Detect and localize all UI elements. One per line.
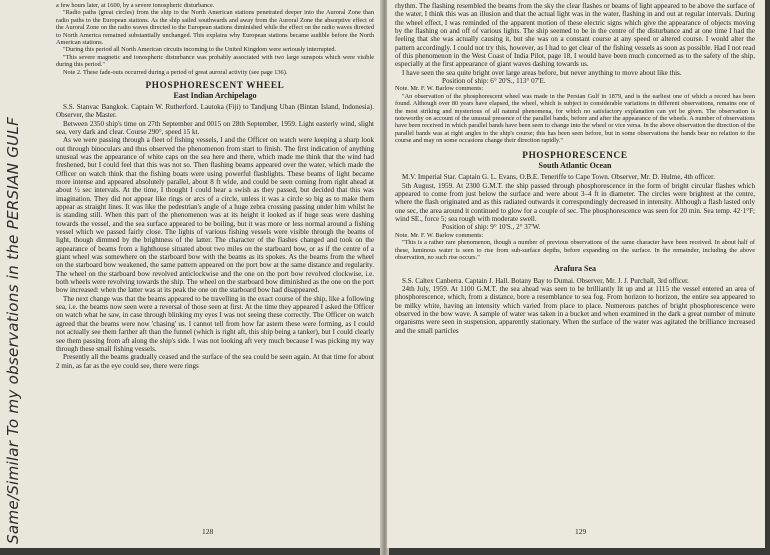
page-number: 128 <box>202 527 214 536</box>
section-subtitle: Arafura Sea <box>554 264 596 274</box>
body-paragraph: Presently all the beams gradually ceased and the surface of the sea could be seen again. At that time for about 2 min, as far as the eye could see, there were rings <box>56 353 374 370</box>
body-paragraph: 5th August, 1959. At 2300 G.M.T. the ship passed through phosphorescence in the form of bright circular flashes which appeared to come from just below the surface and were about 3–4 ft in diameter. The circles were brightest at the centre, where the flash originated and as this radiated outwards it correspondingly decreased in intensity. Although a flash lasted only one sec, the area around it continued to glow for a couple of sec. The phosphorescence was seen for 20 min. Sea temp. 42·1°F; wind SE., force 5; sea rough with moderate swell. <box>395 181 755 224</box>
editor-note <box>395 232 755 262</box>
page-number: 129 <box>575 527 587 536</box>
section-subtitle: East Indian Archipelago <box>173 91 257 101</box>
ship-position: Position of ship: 6° 20'S., 113° 07'E. <box>442 77 546 86</box>
body-paragraph: Between 2350 ship's time on 27th September and 0015 on 28th September, 1959. Light easterly wind, slight sea, very dark and clear. Course 290°, speed 15 kt. <box>56 119 374 136</box>
body-paragraph: 24th July, 1959. At 1100 G.M.T. the sea ahead was seen to be brilliantly lit up and at 1115 the vessel entered an area of phosphorescence, which, from a distance, bore a resemblance to sea fog. From horizon to horizon, the entire sea appeared to be milky white, having an intensity which varied from place to place. Numerous patches of bright phosphorescence were observed in the bow wave. A sample of water was taken in a bucket and when examined in the dark a great number of minute organisms were seen in suspension, apparently stationary. When the surface of the water was agitated the brilliance increased and the small particles <box>395 285 755 335</box>
right-page <box>387 0 765 548</box>
left-page <box>0 0 383 548</box>
body-paragraph: S.S. Caltex Canberra. Captain J. Hall. Botany Bay to Dumai. Observer, Mr. J. J. Purchall, 3rd officer. <box>402 276 689 285</box>
note-body: "This is a rather rare phenomenon, though a number of previous observations of the same character have been received. In about half of these, luminous water is seen to rise from sub-surface depths, before expanding on the surface. In the remainder, including the above observation, no such rise occurs." <box>395 239 755 261</box>
editor-note <box>395 85 755 144</box>
left-top-text <box>56 2 374 370</box>
body-paragraph: rhythm. The flashing resembled the beams from the sky the clear flashes or beams of light appeared to be above the surface of the water, I think this was an illusion and that the actual light was in the water, flashing in and out at regular intervals. During the wheel effect, I was reminded of the apparent motion of these electric signs which give the appearance of objects moving by the flashing on and off of various lights. The ship seemed to be in the centre of the disturbance and at one time I had the feeling that she was actually causing it, but she was on a constant course at any speed or altered course. I would alter the pattern accordingly. I could not try this, however, as I had to get clear of the fishing vessels as soon as possible. Had I not read of this phenomenon in the West Coast of India Pilot, page 18, I would have been much concerned as to the safety of the ship, especially at the first appearance of giant waves dashing towards us. <box>395 2 755 69</box>
right-column <box>395 2 755 335</box>
body-paragraph: As we were passing through a fleet of fishing vessels, I and the Officer on watch were keeping a sharp look out through binoculars and thus observed the phenomenon from start to finish. The first indication of anything unusual was the appearance of white caps on the sea here and there, which made me think that the wind had freshened, but I could feel that this was not so. Then flashing beams appeared over the water, which made the Officer on watch think that the fishing boats were using powerful flashlights. These beams of light became more intense and appeared absolutely parallel, about 8 ft wide, and could be seen coming from right ahead at about ½ sec intervals. At the time, I thought I could hear a swish as they passed, but decided that this was imagination. They did not appear like rings or arcs of a circle, unless it was a circle so big as to make them appear as straight lines. It was like the pedestrian's angle of a huge zebra crossing passing under him whilst he is standing still. When this part of the phenomenon was at its height it looked as if huge seas were dashing towards the vessel, and the sea surface appeared to be boiling, but it was more or less normal around a fishing vessel which we passed fairly close. The lights of various fishing vessels were visible through the beams of light, though dimmed by the brightness of the latter. The character of the flashes changed and took on the appearance of beams from a lighthouse situated about two miles on the starboard bow, or as if the centre of a giant wheel was somewhere on the starboard bow with the beams as its spokes. As the beams from the wheel on the starboard bow weakened, the same pattern appeared on the port bow at the same distance and regularity. The wheel on the starboard bow revolved anticlockwise and the one on the port bow revolved clockwise, i.e. both wheels were revolving towards the ship. The wheel on the starboard bow diminished as the one on the port bow increased: when the latter was at its peak the one on the starboard bow had disappeared. <box>56 136 374 295</box>
note-intro: Note. Mr. F. W. Barlow comments: <box>395 231 484 239</box>
quote-paragraph: "During this period all North American circuits incoming to the United Kingdom were seriously interrupted. <box>63 46 337 54</box>
note-intro: Note. Mr. F. W. Barlow comments: <box>395 85 484 93</box>
section-subtitle: South Atlantic Ocean <box>538 161 612 171</box>
section-title: PHOSPHORESCENCE <box>522 149 628 160</box>
note-body: "An observation of the phosphorescent wheel was made in the Persian Gulf in 1879, and is the earliest one of which a record has been found. Although over 80 years have elapsed, the wheel, which is subject to considerable variations in different observations, remains one of the most striking and mysterious of all natural phenomena, for which no satisfactory explanation can yet be given. The observation is noteworthy on account of the unusual presence of the parallel bands, before and after the appearance of the wheels. A number of observations have been received in which parallel bands have been seen to change into the wheel or vice versa. In the above observation the direction of the parallel bands was at right angles to the ship's course; this has been seen before, but in some observations the bands bear no relation to the course and may on some occasions change their direction rapidly." <box>395 92 755 145</box>
section-title: PHOSPHORESCENT WHEEL <box>145 80 285 91</box>
text-line: a few hours later, at 1600, by a severe ionospheric disturbance. <box>56 2 215 9</box>
handwritten-margin-note: Same/Similar To my observations in the PERSIAN GULF <box>4 116 22 544</box>
note-paragraph: Note 2. These fade-outs occurred during a period of great auroral activity (see page 136). <box>63 68 288 76</box>
quote-paragraph: "This severe magnetic and ionospheric disturbance was probably associated with two large sunspots which were visible during this period." <box>56 53 374 69</box>
body-paragraph: The next change was that the beams appeared to be travelling in the exact course of the ship, like a following sea, i.e. the beams now seen were a reversal of those seen at first. At the time they appeared I asked the Officer on watch what he saw, in case through blinking my eyes I was not seeing these correctly. The Officer on watch agreed that the beams were now 'chasing' us. I cannot tell from how far astern these were forming, as I could not actually see them farther aft than the funnel (which is right aft, this ship being a tanker), but I could clearly see them passing from aft along the ship's side. I was not looking aft very much because I was picking my way through these small fishing vessels. <box>56 294 374 353</box>
body-paragraph: S.S. Stanvac Bangkok. Captain W. Rutherford. Lautoka (Fiji) to Tandjung Uban (Bintan Island, Indonesia). Observer, the Master. <box>56 102 374 120</box>
ship-position: Position of ship: 9° 10'S., 2° 37'W. <box>442 223 541 232</box>
quote-paragraph: "Radio paths (great circles) from the ship to the North American stations penetrated deeper into the Auroral Zone than radio paths to the European stations. As the ship sailed southwards and away from the Auroral Zone the absorptive effect of the Auroral Zone on the radio waves directed to the European stations diminished while the effect on the radio waves directed to North America remained substantially unchanged. This explains why European stations became audible before the North American stations. <box>56 9 374 47</box>
body-paragraph: M.V. Imperial Star. Captain G. L. Evans, O.B.E. Teneriffe to Cape Town. Observer, Mr. D. Hulme, 4th officer. <box>402 173 715 182</box>
body-paragraph: I have seen the sea quite bright over large areas before, but never anything to move about like this. <box>402 68 682 77</box>
